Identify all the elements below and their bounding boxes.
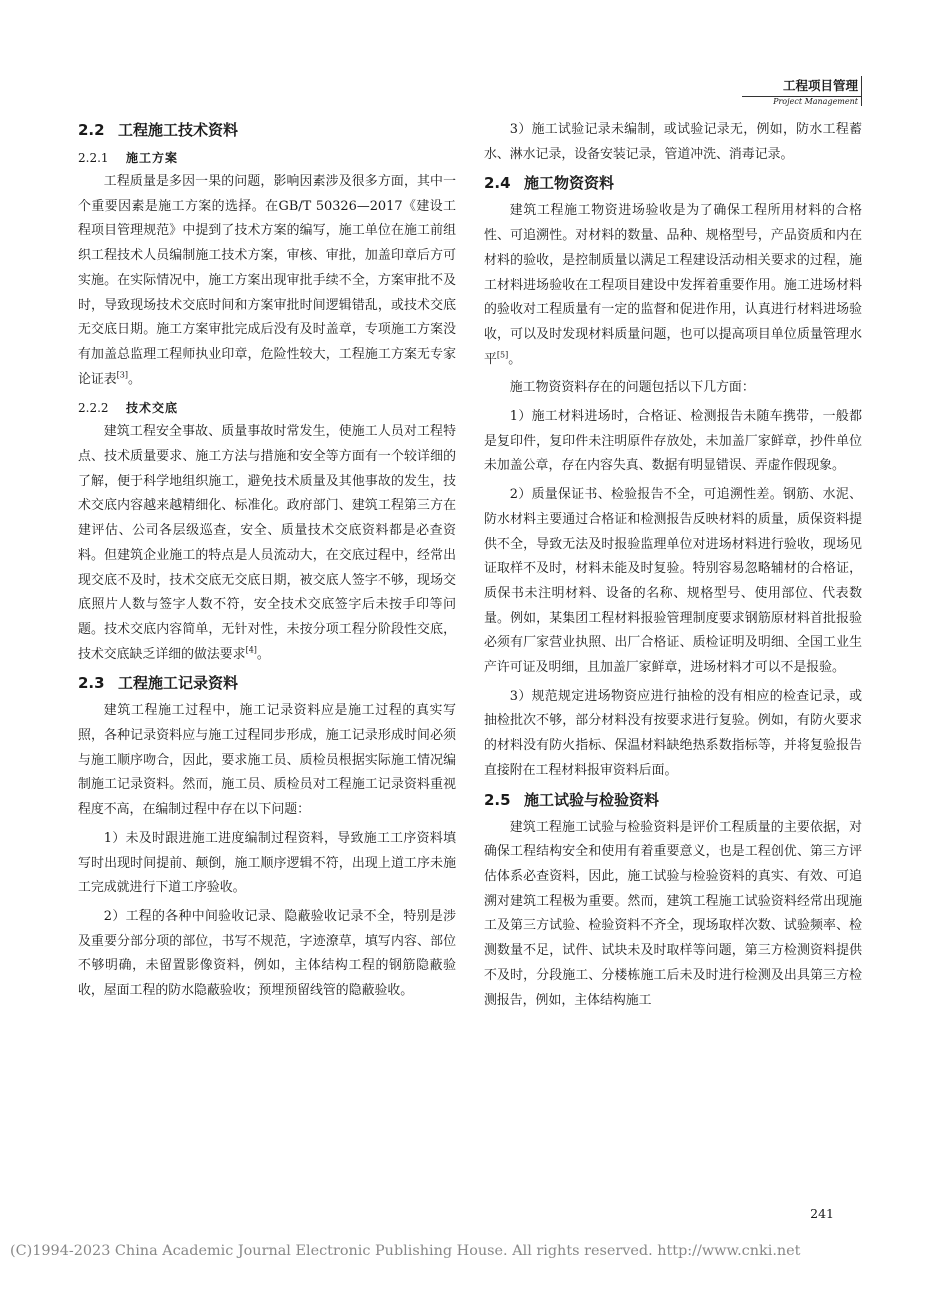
header-divider [861,76,862,106]
paragraph: 1）施工材料进场时，合格证、检测报告未随车携带，一般都是复印件，复印件未注明原件存放处，未加盖厂家鲜章，抄件单位未加盖公章，存在内容失真、数据有明显错误、弄虚作假现象。 [484,409,862,474]
citation: [3] [116,370,129,380]
page-number: 241 [810,1206,834,1221]
subsection-number: 2.2.2 [78,401,109,416]
section-heading [78,671,456,695]
paragraph: 建筑工程施工过程中，施工记录资料应是施工过程的真实写照，各种记录资料应与施工过程同步形成，施工记录形成时间必须与施工顺序吻合，因此，要求施工员、质检员根据实际施工情况编制施工记录资料。然而，施工员、质检员对工程施工记录资料重视程度不高，在编制过程中存在以下问题： [78,703,456,818]
paragraph: 2）质量保证书、检验报告不全，可追溯性差。钢筋、水泥、防水材料主要通过合格证和检测报告反映材料的质量，质保资料提供不全，导致无法及时报验监理单位对进场材料进行验收，现场见证取样不及时，材料未能及时复验。特别容易忽略辅材的合格证，质保书未注明材料、设备的名称、规格型号、使用部位、代表数量。例如，某集团工程材料报验管理制度要求钢筋原材料首批报验必须有厂家营业执照、出厂合格证、质检证明及明细、全国工业生产许可证及明细，且加盖厂家鲜章，进场材料才可以不是报验。 [484,487,862,676]
section-number: 2.2 [78,121,105,139]
section-number: 2.3 [78,674,105,693]
subsection-heading [78,146,456,170]
journal-subtitle: Project Management [773,97,858,106]
subsection-title: 施工方案 [126,151,179,165]
subsection-heading [78,396,456,420]
right-column [484,118,862,1017]
section-title: 工程施工技术资料 [118,121,239,139]
section-title: 工程施工记录资料 [118,674,239,693]
subsection-title: 技术交底 [126,401,179,416]
section-number: 2.4 [484,174,511,193]
section-title: 施工物资资料 [524,174,615,193]
section-heading [484,171,862,195]
paragraph: 1）未及时跟进施工进度编制过程资料，导致施工工序资料填写时出现时间提前、颠倒，施工顺序逻辑不符，出现上道工序未施工完成就进行下道工序验收。 [78,830,456,896]
paragraph: 施工物资资料存在的问题包括以下几方面： [509,380,755,396]
section-heading [78,118,456,142]
journal-title: 工程项目管理 [782,78,858,93]
paragraph: 工程质量是多因一果的问题，影响因素涉及很多方面，其中一个重要因素是施工方案的选择。在GB/T 50326—2017《建设工程项目管理规范》中提到了技术方案的编写，施工单位在施工前组织工程技术人员编制施工技术方案，审核、审批，加盖印章后方可实施。在实际情况中，施工方案出现审批手续不全，方案审批不及时，导致现场技术交底时间和方案审批时间逻辑错乱，或技术交底无交底日期。施工方案审批完成后没有及时盖章，专项施工方案没有加盖总监理工程师执业印章，危险性较大，工程施工方案无专家论证表[3]。 [78,174,456,387]
section-number: 2.5 [484,790,511,809]
section-title: 施工试验与检验资料 [524,790,660,809]
paragraph: 建筑工程施工试验与检验资料是评价工程质量的主要依据，对确保工程结构安全和使用有着重要意义，也是工程创优、第三方评估体系必查资料，因此，施工试验与检验资料的真实、有效、可追溯对建筑工程极为重要。然而，建筑工程施工试验资料经常出现施工及第三方试验、检验资料不齐全，现场取样次数、试验频率、检测数量不足，试件、试块未及时取样等问题，第三方检测资料提供不及时，分段施工、分楼栋施工后未及时进行检测及出具第三方检测报告，例如，主体结构施工 [484,819,862,1008]
paragraph: 建筑工程安全事故、质量事故时常发生，使施工人员对工程特点、技术质量要求、施工方法与措施和安全等方面有一个较详细的了解，便于科学地组织施工，避免技术质量及其他事故的发生，技术交底内容越来越精细化、标准化。政府部门、建筑工程第三方在建评估、公司各层级巡查，安全、质量技术交底资料都是必查资料。但建筑企业施工的特点是人员流动大，在交底过程中，经常出现交底不及时，技术交底无交底日期，被交底人签字不够，现场交底照片人数与签字人数不符，安全技术交底签字后未按手印等问题。技术交底内容简单，无针对性，未按分项工程分阶段性交底，技术交底缺乏详细的做法要求[4]。 [78,424,456,662]
paragraph: 3）规范规定进场物资应进行抽检的没有相应的检查记录，或抽检批次不够，部分材料没有按要求进行复验。例如，有防火要求的材料没有防火指标、保温材料缺绝热系数指标等，并将复验报告直接附在工程材料报审资料后面。 [484,688,862,778]
paragraph: 2）工程的各种中间验收记录、隐蔽验收记录不全，特别是涉及重要分部分项的部位，书写不规范，字迹潦草，填写内容、部位不够明确，未留置影像资料，例如，主体结构工程的钢筋隐蔽验收，屋面工程的防水隐蔽验收；预埋预留线管的隐蔽验收。 [78,908,456,999]
left-column [78,118,456,1008]
section-heading [484,788,862,812]
copyright-footer: (C)1994-2023 China Academic Journal Electronic Publishing House. All rights reserved. http://www.cnki.net [10,1243,801,1259]
citation: [5] [496,350,509,360]
paragraph: 3）施工试验记录未编制，或试验记录无，例如，防水工程蓄水、淋水记录，设备安装记录，管道冲洗、消毒记录。 [484,122,862,162]
subsection-number: 2.2.1 [78,151,109,165]
paragraph: 建筑工程施工物资进场验收是为了确保工程所用材料的合格性、可追溯性。对材料的数量、品种、规格型号，产品资质和内在材料的验收，是控制质量以满足工程建设活动相关要求的过程，施工材料进场验收在工程项目建设中发挥着重要作用。施工进场材料的验收对工程质量有一定的监督和促进作用，认真进行材料进场验收，可以及时发现材料质量问题，也可以提高项目单位质量管理水平[5]。 [484,203,862,367]
citation: [4] [245,645,257,655]
